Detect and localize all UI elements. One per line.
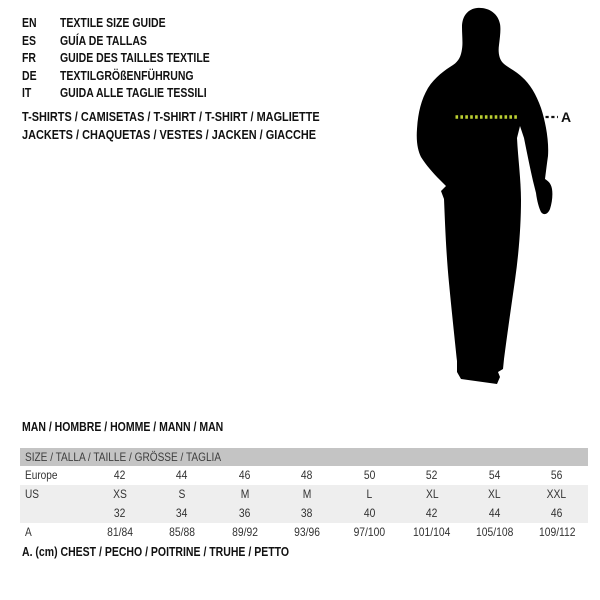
category-line-jackets: JACKETS / CHAQUETAS / VESTES / JACKEN / GIACCHE xyxy=(22,127,317,143)
size-value: 89/92 xyxy=(231,525,258,539)
table-row-unlabeled xyxy=(20,504,588,523)
size-value: L xyxy=(366,487,373,501)
language-code: FR xyxy=(22,51,37,66)
size-value: XS xyxy=(112,487,127,501)
language-code: ES xyxy=(22,33,37,48)
size-value: M xyxy=(302,487,312,501)
size-value: 48 xyxy=(301,468,313,482)
size-table-header: SIZE / TALLA / TAILLE / GRÖSSE / TAGLIA xyxy=(20,448,588,466)
size-value: 109/112 xyxy=(538,525,576,539)
size-value: 40 xyxy=(363,506,376,520)
category-line-tshirts: T-SHIRTS / CAMISETAS / T-SHIRT / T-SHIRT / MAGLIETTE xyxy=(22,109,320,124)
size-value: 81/84 xyxy=(106,525,133,539)
row-label xyxy=(20,504,88,523)
size-value: 56 xyxy=(551,468,563,482)
size-value: XL xyxy=(488,487,501,501)
table-row-chest-a xyxy=(20,523,588,542)
size-value: 38 xyxy=(301,506,313,520)
section-title-man: MAN / HOMBRE / HOMME / MANN / MAN xyxy=(22,420,224,434)
language-row xyxy=(22,50,238,68)
language-code: DE xyxy=(22,68,37,83)
size-value: 52 xyxy=(426,468,438,482)
table-row-europe xyxy=(20,466,588,485)
language-list xyxy=(22,15,238,103)
language-row xyxy=(22,85,238,103)
size-value: 42 xyxy=(426,506,438,520)
size-value: XXL xyxy=(547,487,567,501)
size-value: 50 xyxy=(363,468,376,482)
language-label: TEXTILE SIZE GUIDE xyxy=(60,16,166,30)
size-value: 46 xyxy=(238,468,251,482)
language-code: EN xyxy=(22,16,37,30)
table-row-us xyxy=(20,485,588,504)
size-value: 101/104 xyxy=(413,525,451,539)
size-table xyxy=(20,448,588,542)
man-silhouette-figure xyxy=(400,0,600,420)
size-value: S xyxy=(178,487,186,501)
language-row xyxy=(22,68,238,86)
measure-label-a: A xyxy=(561,109,572,125)
size-value: 34 xyxy=(176,506,188,520)
language-label: GUÍA DE TALLAS xyxy=(60,33,147,48)
man-silhouette-shape xyxy=(417,8,553,384)
language-label: TEXTILGRÖßENFÜHRUNG xyxy=(60,68,194,83)
size-value: M xyxy=(240,487,249,501)
language-row xyxy=(22,33,238,51)
size-value: 36 xyxy=(238,506,251,520)
size-value: 42 xyxy=(113,468,126,482)
size-value: 46 xyxy=(551,506,563,520)
size-value: 54 xyxy=(488,468,501,482)
size-value: XL xyxy=(425,487,439,501)
row-label: Europe xyxy=(25,468,58,482)
row-label: US xyxy=(25,487,40,501)
size-value: 44 xyxy=(488,506,501,520)
category-lines xyxy=(22,108,376,144)
language-code: IT xyxy=(22,86,32,101)
language-label: GUIDE DES TAILLES TEXTILE xyxy=(60,51,210,66)
size-value: 32 xyxy=(113,506,126,520)
size-value: 44 xyxy=(176,468,188,482)
size-value: 97/100 xyxy=(353,525,386,539)
language-label: GUIDA ALLE TAGLIE TESSILI xyxy=(60,86,207,101)
size-value: 85/88 xyxy=(169,525,196,539)
size-value: 105/108 xyxy=(475,525,514,539)
measurement-footnote: A. (cm) CHEST / PECHO / POITRINE / TRUHE / PETTO xyxy=(22,545,290,559)
row-label: A xyxy=(25,525,32,539)
size-value: 93/96 xyxy=(294,525,320,539)
language-row xyxy=(22,15,238,33)
